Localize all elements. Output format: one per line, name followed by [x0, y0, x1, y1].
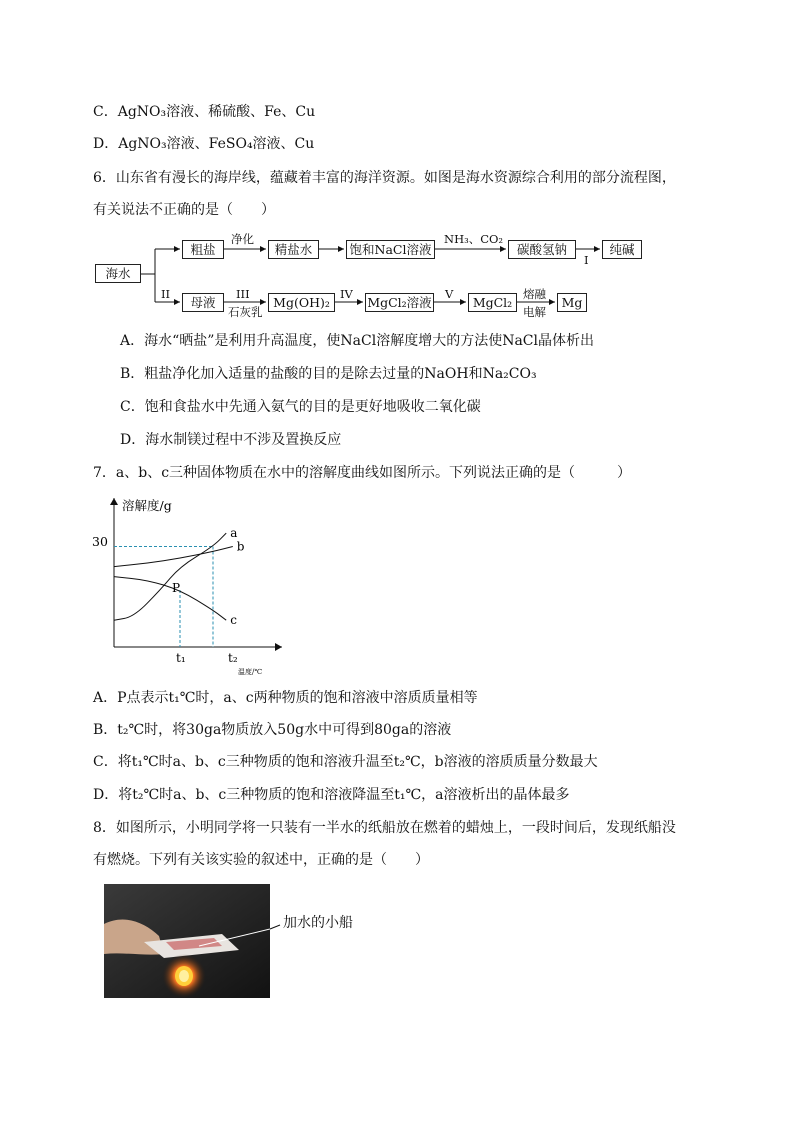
flow-box-refined-brine: 精盐水 — [268, 240, 319, 259]
q6-flow-diagram — [0, 0, 793, 330]
curve-label-a: a — [230, 526, 238, 541]
flow-box-sodium-bicarbonate: 碳酸氢钠 — [508, 240, 576, 259]
photo-annotation-label: 加水的小船 — [283, 915, 353, 931]
q8-stem-line2: 有燃烧。下列有关该实验的叙述中，正确的是（ ） — [93, 852, 429, 868]
q5-option-c: C．AgNO₃溶液、稀硫酸、Fe、Cu — [93, 104, 316, 120]
flow-box-saturated-nacl: 饱和NaCl溶液 — [346, 240, 435, 259]
x-axis-label: 温度/℃ — [238, 668, 263, 676]
flow-box-mgcl2: MgCl₂ — [468, 293, 517, 312]
flow-box-seawater: 海水 — [95, 264, 141, 283]
flow-label-electrolysis: 电解 — [523, 305, 546, 319]
q7-option-d: D．将t₂℃时a、b、c三种物质的饱和溶液降温至t₁℃，a溶液析出的晶体最多 — [93, 787, 570, 803]
q5-option-d: D．AgNO₃溶液、FeSO₄溶液、Cu — [93, 136, 315, 152]
flow-label-purify: 净化 — [231, 232, 254, 246]
flow-label-step-5: V — [445, 287, 454, 301]
q6-stem-line2: 有关说法不正确的是（ ） — [93, 202, 275, 218]
curve-b — [114, 547, 233, 567]
flow-box-crude-salt: 粗盐 — [182, 240, 224, 259]
q8-stem-line1: 8．如图所示，小明同学将一只装有一半水的纸船放在燃着的蜡烛上，一段时间后，发现纸船没 — [93, 820, 676, 836]
q6-option-a: A．海水“晒盐”是利用升高温度，使NaCl溶解度增大的方法使NaCl晶体析出 — [120, 333, 594, 349]
flow-box-mgcl2-solution: MgCl₂溶液 — [365, 293, 434, 312]
flow-label-lime-milk: 石灰乳 — [228, 305, 263, 319]
q7-stem: 7．a、b、c三种固体物质在水中的溶解度曲线如图所示。下列说法正确的是（ ） — [93, 465, 632, 481]
q7-option-b: B．t₂℃时，将30ga物质放入50g水中可得到80ga的溶液 — [93, 722, 452, 738]
q7-option-c: C．将t₁℃时a、b、c三种物质的饱和溶液升温至t₂℃，b溶液的溶质质量分数最大 — [93, 754, 598, 770]
flow-label-step-4: IV — [340, 287, 353, 301]
flow-label-step-1: I — [584, 253, 589, 267]
q7-solubility-chart — [90, 490, 290, 680]
solubility-chart-svg — [90, 490, 290, 680]
point-p-label: P — [172, 581, 181, 595]
flow-box-soda-ash: 纯碱 — [602, 240, 642, 259]
curve-c — [114, 577, 226, 621]
q6-option-d: D．海水制镁过程中不涉及置换反应 — [120, 432, 342, 448]
q6-option-c: C．饱和食盐水中先通入氨气的目的是更好地吸收二氧化碳 — [120, 399, 481, 415]
flow-label-step-3: III — [236, 287, 250, 301]
x-tick-t2: t₂ — [228, 651, 238, 665]
flow-box-mg-hydroxide: Mg(OH)₂ — [268, 293, 335, 312]
q7-option-a: A．P点表示t₁℃时，a、c两种物质的饱和溶液中溶质质量相等 — [93, 690, 478, 706]
q6-stem-line1: 6．山东省有漫长的海岸线，蕴藏着丰富的海洋资源。如图是海水资源综合利用的部分流程图， — [93, 170, 676, 186]
flow-label-step-2: II — [161, 287, 171, 301]
y-axis-label: 溶解度/g — [122, 498, 172, 513]
flow-box-mg: Mg — [557, 293, 587, 312]
flow-box-mother-liquor: 母液 — [182, 293, 224, 312]
curve-label-b: b — [236, 539, 245, 554]
flow-label-nh3-co2: NH₃、CO₂ — [444, 232, 504, 246]
q6-option-b: B．粗盐净化加入适量的盐酸的目的是除去过量的NaOH和Na₂CO₃ — [120, 366, 537, 382]
flow-label-molten: 熔融 — [523, 287, 546, 301]
x-tick-t1: t₁ — [176, 651, 186, 665]
candle-paper-boat-photo — [104, 884, 270, 998]
y-tick-30: 30 — [92, 534, 108, 549]
curve-label-c: c — [230, 613, 237, 628]
